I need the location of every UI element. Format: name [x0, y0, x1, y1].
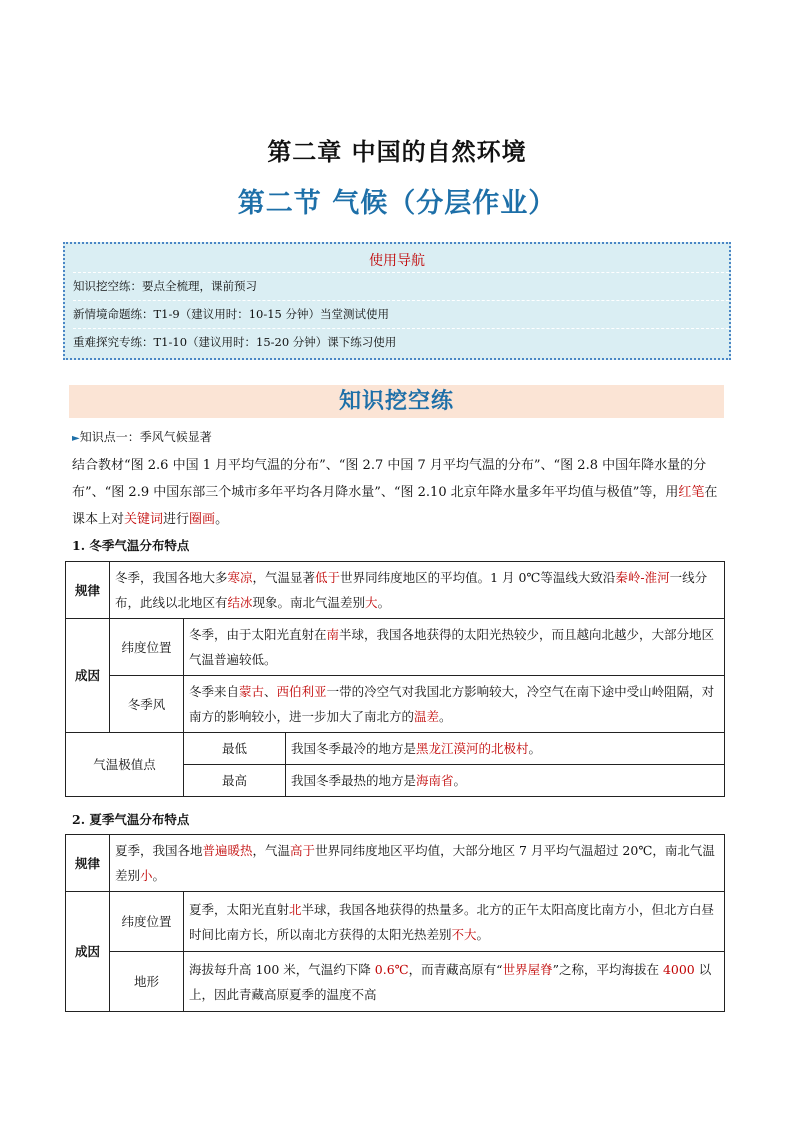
winter-rule-cell: 冬季，我国各地大多寒凉，气温显著低于世界同纬度地区的平均值。1 月 0℃等温线大致沿秦岭-淮河一线分布，此线以北地区有结冰现象。南北气温差别大。	[110, 562, 725, 619]
summer-latitude-cell: 夏季，太阳光直射北半球，我国各地获得的热量多。北方的正午太阳高度比南方小，但北方白昼时间比南方长，所以南北方获得的太阳光热差别不大。	[184, 892, 725, 952]
highest-cell: 我国冬季最热的地方是海南省。	[286, 765, 725, 797]
keyword: 关键词	[124, 512, 164, 527]
keyword: 圈画	[189, 512, 216, 527]
winter-monsoon-cell: 冬季来自蒙古、西伯利亚一带的冷空气对我国北方影响较大，冷空气在南下途中受山岭阻隔，对南方的影响较小，进一步加大了南北方的温差。	[184, 676, 725, 733]
summer-cause-label: 成因	[66, 892, 110, 1012]
nav-header: 使用导航	[369, 253, 425, 269]
summer-table	[65, 834, 725, 1012]
summer-heading: 2. 夏季气温分布特点	[72, 812, 190, 827]
keyword: 红笔	[678, 485, 705, 500]
lowest-cell: 我国冬季最冷的地方是黑龙江漠河的北极村。	[286, 733, 725, 765]
lowest-label: 最低	[184, 733, 286, 765]
intro-text: 结合教材“图 2.6 中国 1 月平均气温的分布”、“图 2.7 中国 7 月平均气温的分布”、“图 2.8 中国年降水量的分布”、“图 2.9 中国东部三个城市多年平均各月降水量”、“图 2.10 北京年降水量多年平均值与极值”等，用	[72, 458, 707, 500]
winter-latitude-label: 纬度位置	[110, 619, 184, 676]
intro-text: 进行	[163, 512, 190, 527]
winter-rule-label: 规律	[66, 562, 110, 619]
winter-cause-label: 成因	[66, 619, 110, 733]
knowledge-point-label: 知识点一：季风气候显著	[79, 430, 212, 444]
knowledge-section-bar: 知识挖空练	[69, 385, 724, 418]
winter-monsoon-label: 冬季风	[110, 676, 184, 733]
nav-line-2: 新情境命题练：T1-9（建议用时：10-15 分钟）当堂测试使用	[73, 300, 729, 328]
summer-latitude-label: 纬度位置	[110, 892, 184, 952]
winter-heading: 1. 冬季气温分布特点	[72, 538, 190, 553]
highest-label: 最高	[184, 765, 286, 797]
intro-paragraph	[72, 452, 726, 533]
winter-table	[65, 561, 725, 797]
summer-rule-label: 规律	[66, 835, 110, 892]
intro-text: 在课本上对	[72, 485, 718, 527]
knowledge-point-1	[72, 428, 212, 445]
winter-latitude-cell: 冬季，由于太阳光直射在南半球，我国各地获得的太阳光热较少，而且越向北越少，大部分地区气温普遍较低。	[184, 619, 725, 676]
triangle-bullet-icon: ►	[72, 433, 80, 444]
intro-text: 。	[215, 512, 229, 527]
section-title: 第二节 气候（分层作业）	[237, 188, 557, 219]
terrain-cell: 海拔每升高 100 米，气温约下降 0.6℃，而青藏高原有“世界屋脊”之称，平均海拔在 4000 以上，因此青藏高原夏季的温度不高	[184, 952, 725, 1012]
chapter-title: 第二章 中国的自然环境	[267, 138, 527, 166]
usage-navigation-box	[63, 242, 731, 360]
nav-line-1: 知识挖空练：要点全梳理，课前预习	[73, 272, 729, 300]
summer-rule-cell: 夏季，我国各地普遍暖热，气温高于世界同纬度地区平均值，大部分地区 7 月平均气温超过 20℃，南北气温差别小。	[110, 835, 725, 892]
terrain-label: 地形	[110, 952, 184, 1012]
nav-line-3: 重难探究专练：T1-10（建议用时：15-20 分钟）课下练习使用	[73, 328, 729, 356]
extreme-label: 气温极值点	[66, 733, 184, 797]
